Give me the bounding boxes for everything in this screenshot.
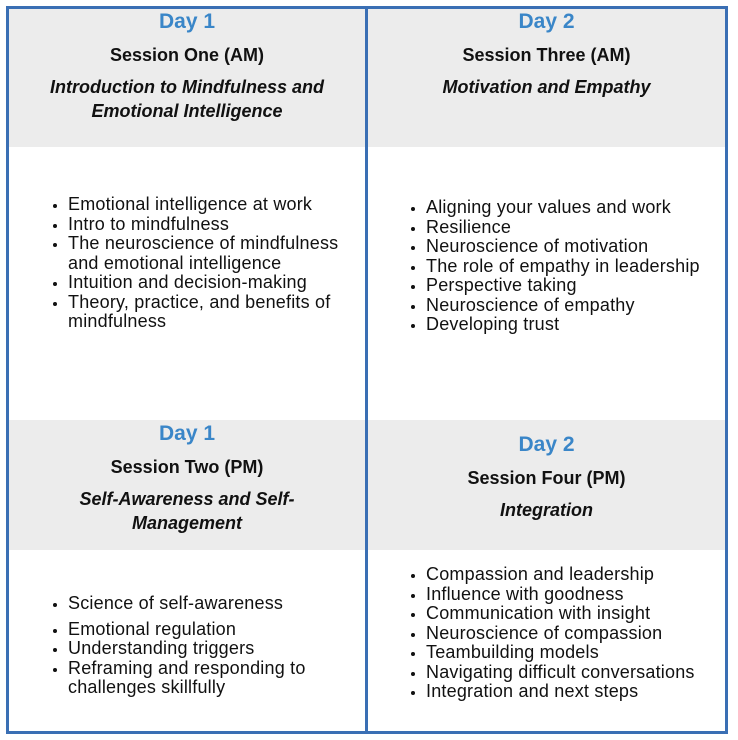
list-item: • Emotional intelligence at work <box>68 195 364 215</box>
session-topic: Motivation and Empathy <box>442 77 651 97</box>
session-topic: Introduction to Mindfulness and Emotional Intelligence <box>50 77 324 121</box>
session-three-topics <box>402 198 727 335</box>
list-item: • Perspective taking <box>426 276 727 296</box>
list-item: • Compassion and leadership <box>426 565 727 585</box>
topic-list <box>402 565 727 702</box>
session-three-header <box>368 9 725 147</box>
day-label: Day 2 <box>518 10 575 33</box>
list-item: • Intro to mindfulness <box>68 215 364 235</box>
day-label: Day 1 <box>158 422 216 445</box>
session-title: Session One (AM) <box>109 45 265 65</box>
list-item: • Theory, practice, and benefits of mindfulness <box>68 293 364 332</box>
day-label: Day 1 <box>158 10 216 33</box>
session-one-topics <box>44 195 364 332</box>
list-item: • Emotional regulation <box>68 620 364 640</box>
list-item: • Neuroscience of motivation <box>426 237 727 257</box>
session-one-header <box>9 9 365 147</box>
list-item: • Understanding triggers <box>68 639 364 659</box>
session-topic: Self-Awareness and Self-Management <box>79 489 295 533</box>
session-four-topics <box>402 565 727 702</box>
list-item: • Integration and next steps <box>426 682 727 702</box>
list-item: • Aligning your values and work <box>426 198 727 218</box>
session-four-header <box>368 420 725 550</box>
topic-list <box>402 198 727 335</box>
topic-list <box>44 195 364 332</box>
list-item: • Intuition and decision-making <box>68 273 364 293</box>
topic-list <box>44 594 364 698</box>
session-title: Session Two (PM) <box>110 457 264 477</box>
day-label: Day 2 <box>518 433 575 456</box>
session-title: Session Four (PM) <box>467 468 626 488</box>
session-topic: Integration <box>500 500 593 520</box>
list-item: • Influence with goodness <box>426 585 727 605</box>
list-item: • Science of self-awareness <box>68 594 364 614</box>
session-title: Session Three (AM) <box>462 45 631 65</box>
list-item: • Teambuilding models <box>426 643 727 663</box>
list-item: • Communication with insight <box>426 604 727 624</box>
list-item: • The role of empathy in leadership <box>426 257 727 277</box>
list-item: • Developing trust <box>426 315 727 335</box>
session-two-topics <box>44 594 364 698</box>
list-item: • Resilience <box>426 218 727 238</box>
list-item: • Reframing and responding to challenges skillfully <box>68 659 364 698</box>
list-item: • Neuroscience of empathy <box>426 296 727 316</box>
session-two-header <box>9 420 365 550</box>
list-item: • The neuroscience of mindfulness and emotional intelligence <box>68 234 364 273</box>
list-item: • Neuroscience of compassion <box>426 624 727 644</box>
list-item: • Navigating difficult conversations <box>426 663 727 683</box>
